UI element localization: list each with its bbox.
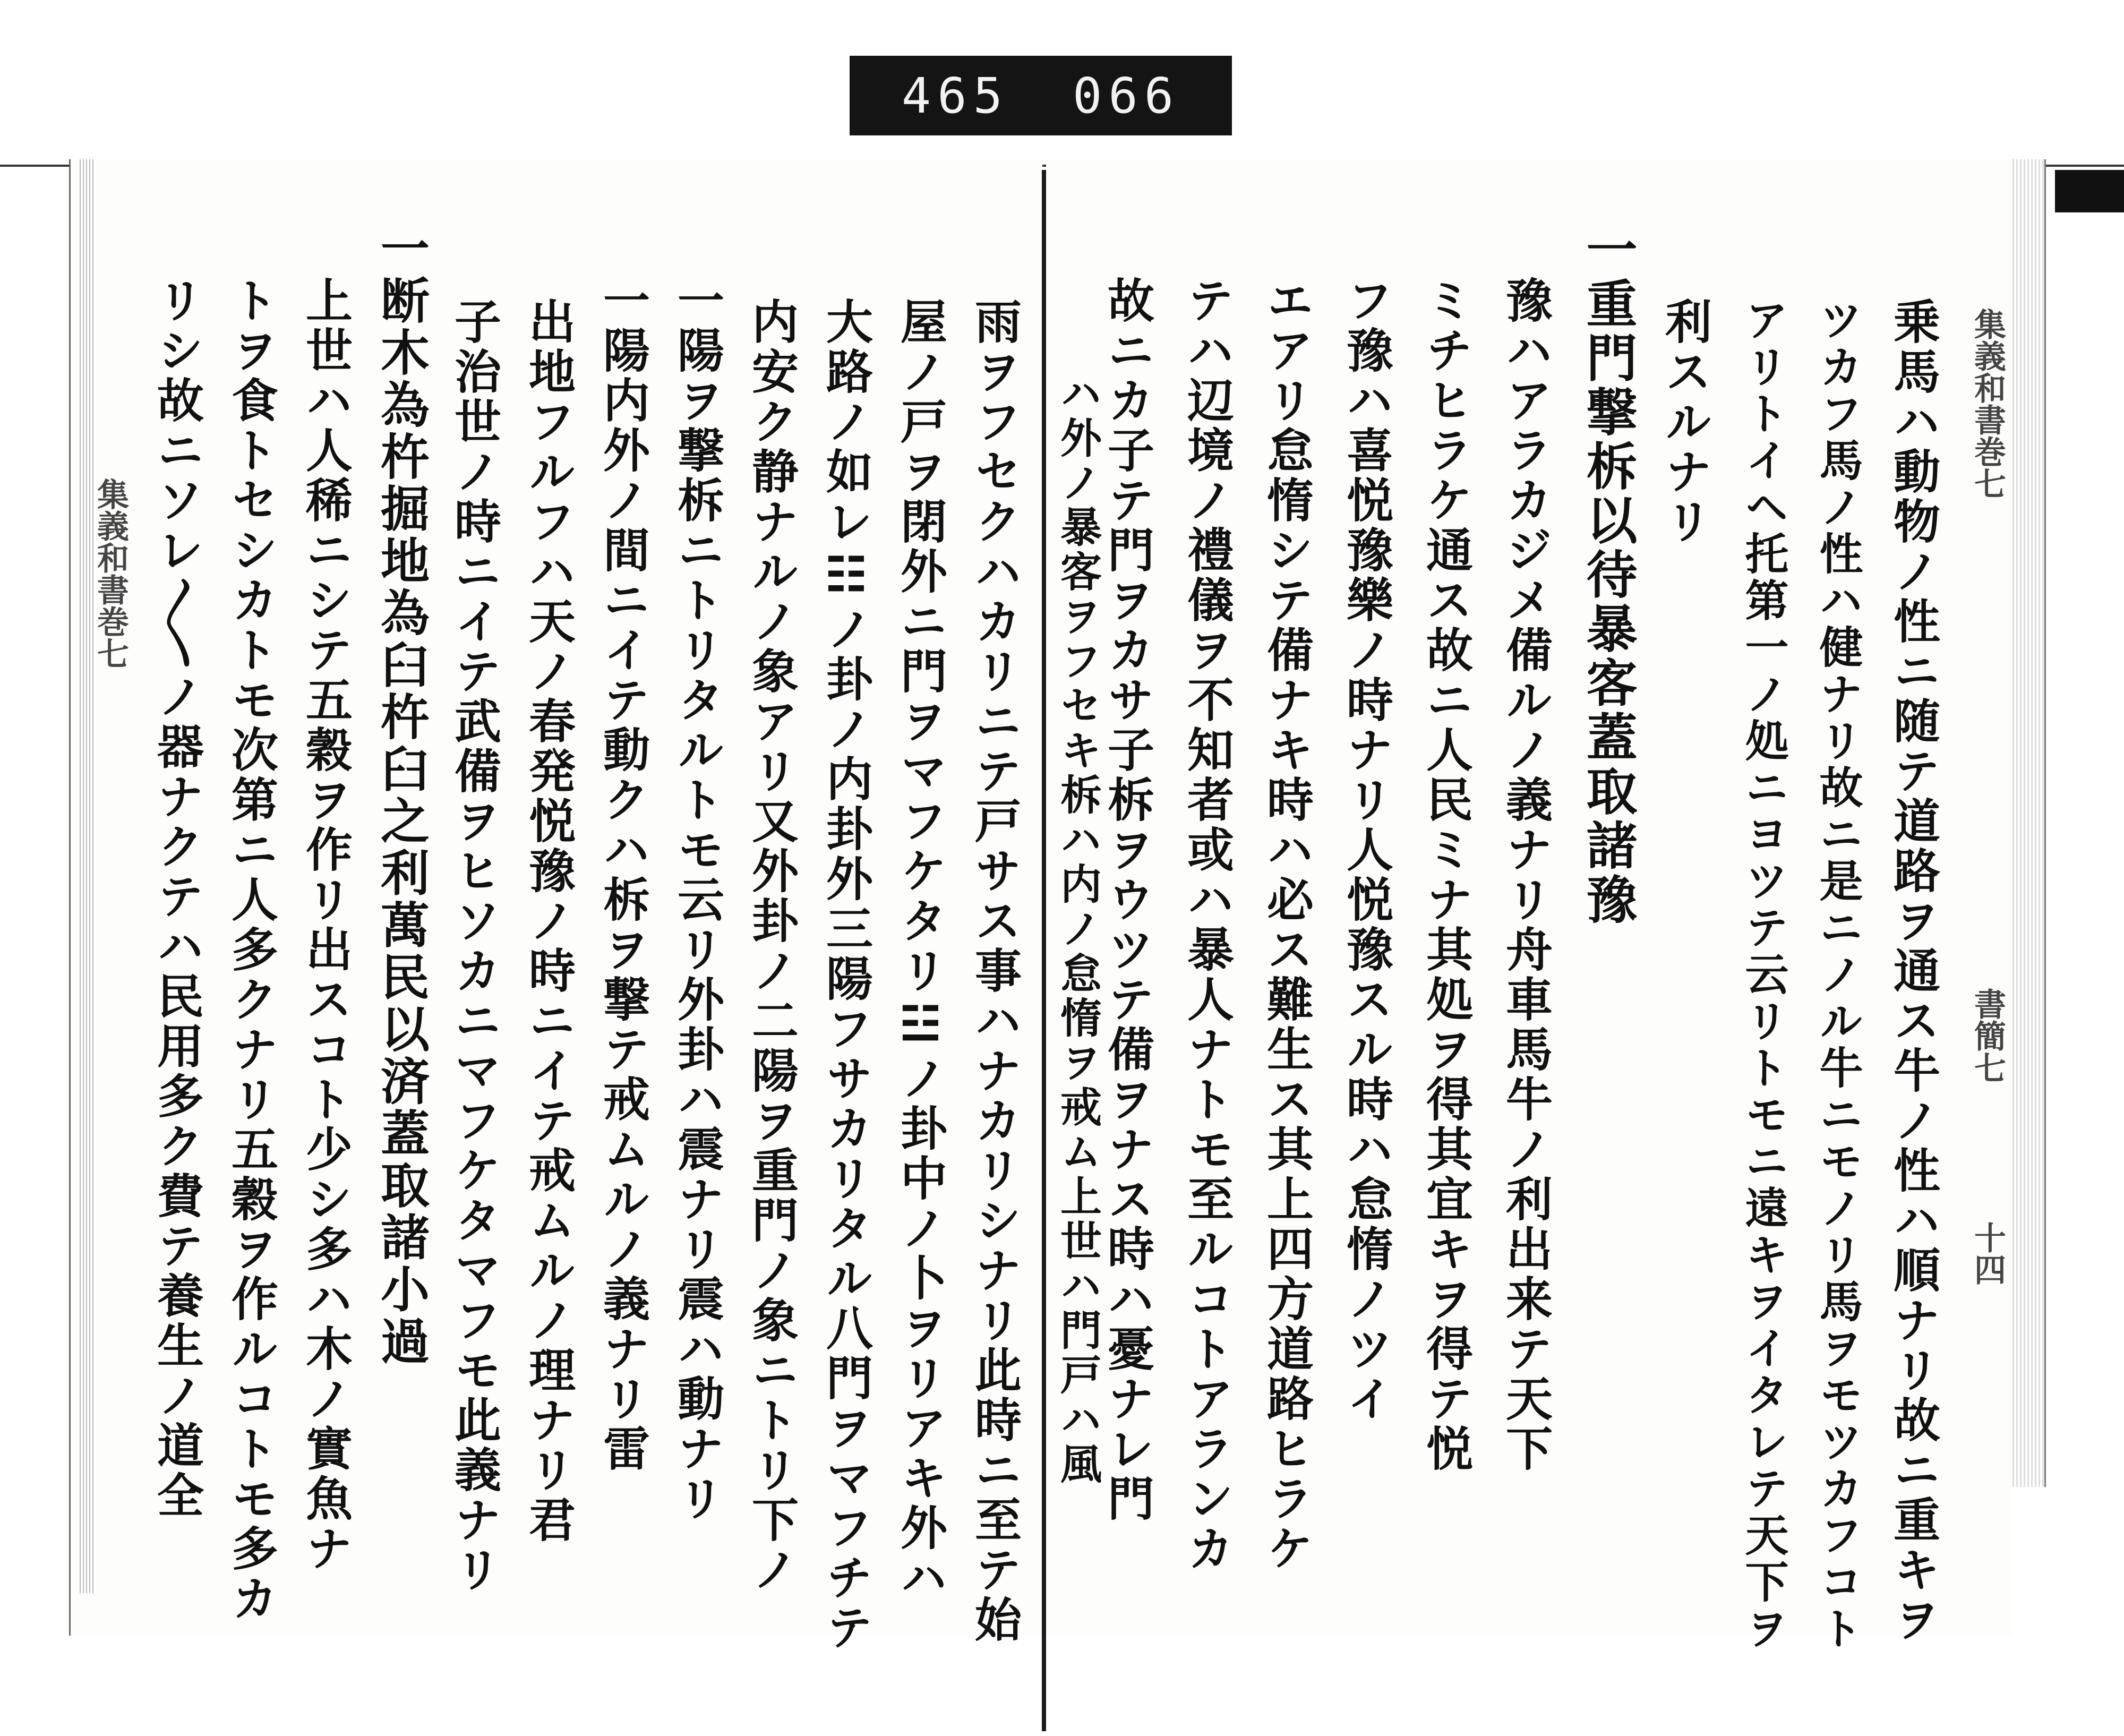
left-column-8: 子治世ノ時ニイテ武備ヲヒソカニマフケタマフモ此義ナリ xyxy=(447,297,502,1595)
right-column-2: ツカフ馬ノ性ハ健ナリ故ニ是ニノル牛ニモノリ馬ヲモツカフコト xyxy=(1812,297,1863,1653)
right-column-9: エアリ怠惰シテ備ナキ時ハ必ス難生ス其上四方道路ヒラケ xyxy=(1260,276,1315,1574)
right-page-header: 集義和書巻七 xyxy=(1969,308,2006,499)
reel-number-label xyxy=(850,56,1232,135)
right-column-10: テハ辺境ノ禮儀ヲ不知者或ハ暴人ナトモ至ルコトアランカ xyxy=(1180,276,1235,1574)
right-page-margin-title: 書簡七 xyxy=(1969,988,2006,1083)
left-column-7: 出地フルフハ天ノ春発悦豫ノ時ニイテ戒ムルノ理ナリ君 xyxy=(521,297,577,1545)
right-column-4: 利スルナリ xyxy=(1658,297,1713,547)
right-column-7: ミチヒラケ通ス故ニ人民ミナ其処ヲ得其宜キヲ得テ悦 xyxy=(1419,276,1474,1474)
left-column-5: 一陽ヲ撃柝ニトリタルトモ云リ外卦ハ震ナリ震ハ動ナリ xyxy=(670,276,725,1524)
right-page-folio: 十四 xyxy=(1969,1221,2006,1285)
right-column-12: ハ外ノ暴客ヲフセキ柝ハ内ノ怠惰ヲ戒ム上世ハ門戸ハ風 xyxy=(1054,372,1102,1487)
left-page-edge xyxy=(80,159,96,1593)
reel-number-right: 066 xyxy=(1073,67,1180,124)
right-page-edge xyxy=(2012,159,2046,1487)
left-column-2: 屋ノ戸ヲ閉外ニ門ヲマフケタリ☳ノ卦中ノ卜ヲリアキ外ハ xyxy=(893,297,948,1603)
left-column-3: 大路ノ如レ☷ノ卦ノ内卦外三陽フサカリタル八門ヲマフチテ xyxy=(819,297,874,1653)
left-column-4: 内安ク静ナルノ象アリ又外卦ノ二陽ヲ重門ノ象ニトリ下ノ xyxy=(744,297,800,1595)
right-column-8: フ豫ハ喜悦豫樂ノ時ナリ人悦豫スル時ハ怠惰ノツイ xyxy=(1339,276,1394,1424)
black-tab xyxy=(2055,170,2124,212)
left-column-11: トヲ食トセシカトモ次第ニ人多クナリ五穀ヲ作ルコトモ多カ xyxy=(224,276,279,1624)
right-column-3: アリトイヘ托第一ノ処ニヨツテ云リトモニ遠キヲイタレテ天下ヲ xyxy=(1738,297,1789,1653)
left-column-9-heading: 一断木為杵掘地為臼杵臼之利萬民以済蓋取諸小過 xyxy=(373,223,430,1368)
right-column-5-heading: 一重門撃柝以待暴客蓋取諸豫 xyxy=(1578,223,1638,927)
book-spine xyxy=(1042,170,1046,1731)
right-column-6: 豫ハアラカジメ備ルノ義ナリ舟車馬牛ノ利出来テ天下 xyxy=(1498,276,1554,1474)
right-column-11: 故ニカ子テ門ヲカサ子柝ヲウツテ備ヲナス時ハ憂ナレ門 xyxy=(1100,276,1155,1524)
left-column-6: 一陽内外ノ間ニイテ動クハ柝ヲ撃テ戒ムルノ義ナリ雷 xyxy=(596,276,651,1474)
reel-number-left: 465 xyxy=(901,67,1009,124)
right-column-1: 乗馬ハ動物ノ性ニ随テ道路ヲ通ス牛ノ性ハ順ナリ故ニ重キヲ xyxy=(1886,297,1941,1645)
left-page-margin-title: 集義和書巻七 xyxy=(92,478,129,669)
left-column-12: リシ故ニソレ〳〵ノ器ナクテハ民用多ク費テ養生ノ道全 xyxy=(150,276,205,1521)
left-column-10: 上世ハ人稀ニシテ五穀ヲ作リ出スコト少シ多ハ木ノ實魚ナ xyxy=(298,276,354,1574)
left-column-1: 雨ヲフセクハカリニテ戸サス事ハナカリシナリ此時ニ至テ始 xyxy=(967,297,1023,1645)
